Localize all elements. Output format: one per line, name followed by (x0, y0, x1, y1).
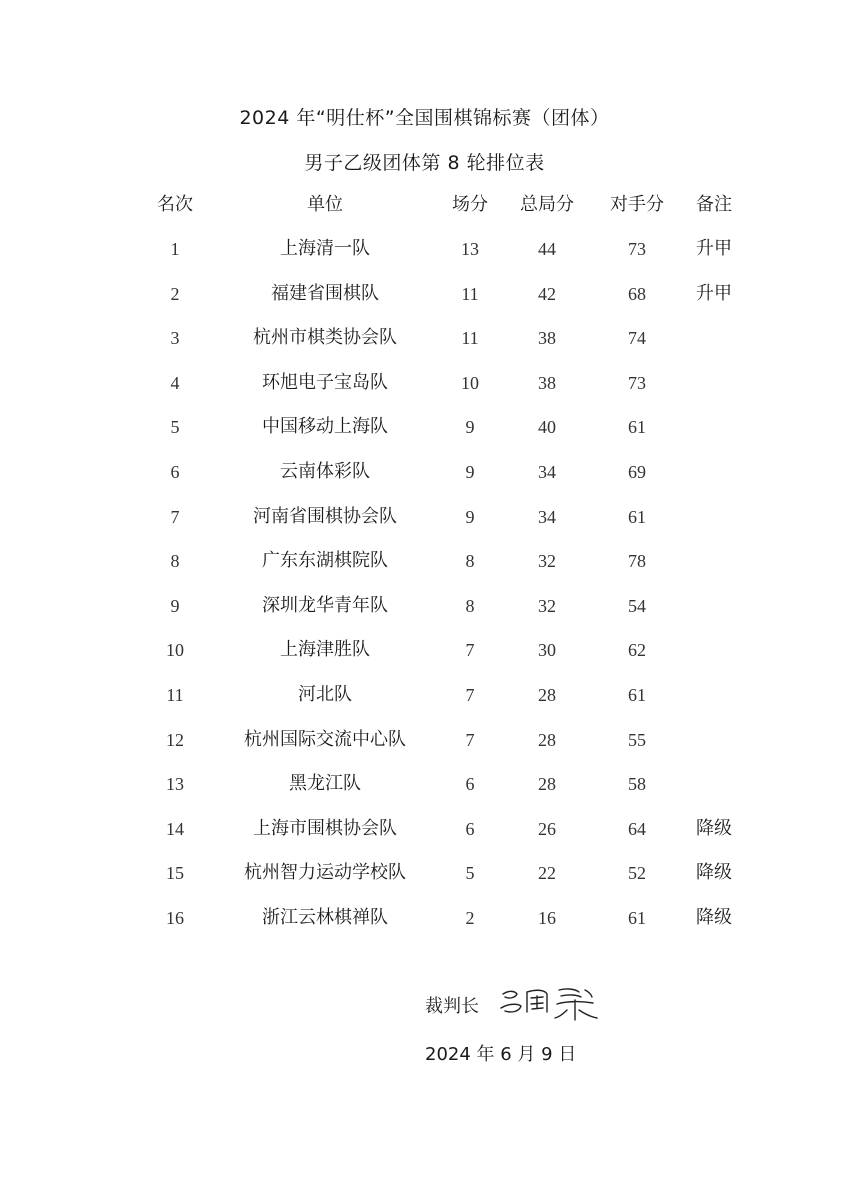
cell-unit: 杭州智力运动学校队 (244, 862, 406, 884)
table-row (0, 323, 849, 368)
cell-opponent-points: 54 (628, 595, 646, 616)
cell-unit: 黑龙江队 (289, 773, 361, 795)
cell-rank: 2 (170, 283, 180, 304)
cell-match-points: 9 (465, 417, 475, 438)
header-unit: 单位 (307, 194, 343, 215)
cell-rank: 15 (166, 863, 184, 884)
cell-opponent-points: 61 (628, 684, 646, 705)
cell-game-points: 32 (538, 595, 556, 616)
header-match-points: 场分 (452, 194, 488, 215)
document-subtitle: 男子乙级团体第 8 轮排位表 (304, 152, 545, 174)
table-header-row (0, 190, 849, 220)
cell-opponent-points: 73 (628, 239, 646, 259)
cell-game-points: 34 (538, 461, 556, 482)
table-row (0, 457, 849, 502)
cell-unit: 上海清一队 (280, 238, 370, 259)
cell-game-points: 26 (538, 818, 556, 839)
referee-label: 裁判长 (425, 996, 479, 1017)
cell-rank: 11 (166, 684, 184, 705)
cell-match-points: 7 (465, 684, 475, 705)
table-row (0, 368, 849, 413)
cell-game-points: 38 (538, 372, 556, 393)
header-opponent-points: 对手分 (610, 194, 664, 215)
cell-opponent-points: 62 (628, 640, 646, 661)
cell-note: 升甲 (696, 282, 732, 304)
cell-unit: 上海津胜队 (280, 639, 370, 661)
cell-unit: 福建省围棋队 (271, 282, 379, 304)
cell-unit: 环旭电子宝岛队 (262, 371, 388, 393)
table-row (0, 858, 849, 903)
cell-game-points: 22 (538, 863, 556, 884)
cell-unit: 广东东湖棋院队 (262, 550, 388, 572)
document-date: 2024 年 6 月 9 日 (425, 1044, 577, 1065)
cell-unit: 云南体彩队 (280, 460, 370, 482)
cell-opponent-points: 61 (628, 907, 646, 928)
cell-match-points: 13 (461, 239, 479, 259)
cell-game-points: 28 (538, 684, 556, 705)
cell-unit: 上海市围棋协会队 (253, 817, 397, 839)
table-row (0, 502, 849, 547)
cell-match-points: 8 (465, 595, 475, 616)
cell-game-points: 34 (538, 506, 556, 527)
table-row (0, 591, 849, 636)
cell-note: 降级 (696, 906, 732, 928)
header-note: 备注 (696, 194, 732, 215)
cell-opponent-points: 55 (628, 729, 646, 750)
table-row (0, 814, 849, 859)
cell-opponent-points: 61 (628, 417, 646, 438)
cell-match-points: 2 (465, 907, 475, 928)
cell-unit: 杭州市棋类协会队 (253, 327, 397, 349)
table-row (0, 725, 849, 770)
cell-match-points: 6 (465, 774, 475, 795)
cell-rank: 3 (170, 328, 180, 349)
document-title: 2024 年“明仕杯”全国围棋锦标赛（团体） (239, 107, 610, 129)
table-row (0, 635, 849, 680)
table-row (0, 234, 849, 279)
table-row (0, 903, 849, 948)
cell-opponent-points: 78 (628, 551, 646, 572)
cell-rank: 14 (166, 818, 184, 839)
cell-rank: 7 (170, 506, 180, 527)
cell-match-points: 10 (461, 372, 479, 393)
cell-opponent-points: 58 (628, 774, 646, 795)
cell-note: 降级 (696, 817, 732, 839)
table-row (0, 279, 849, 324)
cell-unit: 杭州国际交流中心队 (244, 728, 406, 750)
cell-rank: 8 (170, 551, 180, 572)
cell-game-points: 32 (538, 551, 556, 572)
cell-game-points: 42 (538, 283, 556, 304)
cell-rank: 4 (170, 372, 180, 393)
referee-signature (497, 982, 617, 1024)
cell-match-points: 5 (465, 863, 475, 884)
cell-unit: 河北队 (298, 683, 352, 705)
table-row (0, 680, 849, 725)
cell-opponent-points: 69 (628, 461, 646, 482)
cell-match-points: 11 (461, 328, 479, 349)
header-rank: 名次 (157, 194, 193, 215)
cell-opponent-points: 61 (628, 506, 646, 527)
header-game-points: 总局分 (520, 194, 574, 215)
table-row (0, 546, 849, 591)
cell-match-points: 9 (465, 461, 475, 482)
cell-rank: 12 (166, 729, 184, 750)
cell-rank: 13 (166, 774, 184, 795)
table-body (0, 234, 849, 948)
cell-rank: 6 (170, 461, 180, 482)
cell-match-points: 7 (465, 640, 475, 661)
cell-game-points: 38 (538, 328, 556, 349)
cell-rank: 9 (170, 595, 180, 616)
cell-unit: 河南省围棋协会队 (253, 505, 397, 527)
cell-game-points: 30 (538, 640, 556, 661)
cell-opponent-points: 64 (628, 818, 646, 839)
cell-rank: 10 (166, 640, 184, 661)
cell-game-points: 28 (538, 774, 556, 795)
table-row (0, 412, 849, 457)
cell-note: 升甲 (696, 238, 732, 259)
cell-opponent-points: 52 (628, 863, 646, 884)
cell-unit: 深圳龙华青年队 (262, 594, 388, 616)
cell-game-points: 16 (538, 907, 556, 928)
cell-match-points: 8 (465, 551, 475, 572)
cell-opponent-points: 73 (628, 372, 646, 393)
cell-match-points: 6 (465, 818, 475, 839)
table-row (0, 769, 849, 814)
cell-game-points: 28 (538, 729, 556, 750)
cell-opponent-points: 74 (628, 328, 646, 349)
cell-opponent-points: 68 (628, 283, 646, 304)
cell-match-points: 11 (461, 283, 479, 304)
standings-table (0, 190, 849, 948)
cell-match-points: 9 (465, 506, 475, 527)
cell-match-points: 7 (465, 729, 475, 750)
cell-rank: 16 (166, 907, 184, 928)
cell-unit: 中国移动上海队 (262, 416, 388, 438)
cell-note: 降级 (696, 862, 732, 884)
cell-game-points: 44 (538, 239, 556, 259)
cell-rank: 1 (170, 239, 180, 259)
cell-game-points: 40 (538, 417, 556, 438)
cell-unit: 浙江云林棋禅队 (262, 906, 388, 928)
cell-rank: 5 (170, 417, 180, 438)
